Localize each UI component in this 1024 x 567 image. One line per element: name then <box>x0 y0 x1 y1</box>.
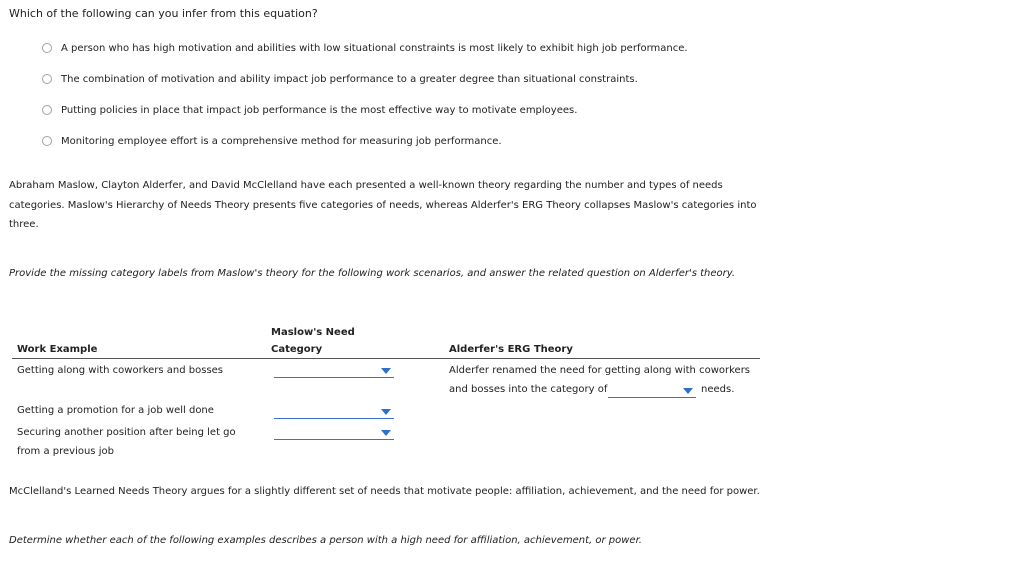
erg-text-line1: Alderfer renamed the need for getting along with coworkers <box>449 365 751 376</box>
instruction-text: Provide the missing category labels from Maslow's theory for the following work scenarios, and answer the related question on Alderfer's theory. <box>9 268 736 279</box>
intro-paragraph <box>9 176 769 235</box>
determine-text: Determine whether each of the following examples describes a person with a high need for affiliation, achievement, or power. <box>9 535 642 546</box>
work-example-2: Getting a promotion for a job well done <box>17 405 214 416</box>
intro-line: Abraham Maslow, Clayton Alderfer, and David McClelland have each presented a well-known theory regarding the number and types of needs <box>9 180 723 191</box>
radio-button[interactable] <box>42 74 52 84</box>
answer-option-4[interactable] <box>42 134 502 148</box>
header-maslow-line2: Category <box>271 344 323 355</box>
erg-text-line2a: and bosses into the category of <box>449 384 608 395</box>
mcclelland-text: McClelland's Learned Needs Theory argues for a slightly different set of needs that motivate people: affiliation, achievement, and the need for power. <box>9 486 760 497</box>
maslow-dropdown-2[interactable] <box>274 405 394 419</box>
maslow-dropdown-3[interactable] <box>274 426 394 440</box>
intro-line: three. <box>9 219 39 230</box>
intro-line: categories. Maslow's Hierarchy of Needs Theory presents five categories of needs, whereas Alderfer's ERG Theory collapses Maslow's categories into <box>9 199 757 211</box>
header-work-example: Work Example <box>17 344 98 355</box>
table-header-divider <box>12 358 760 359</box>
option-label: The combination of motivation and ability impact job performance to a greater degree than situational constraints. <box>61 73 638 85</box>
option-label: Monitoring employee effort is a comprehensive method for measuring job performance. <box>61 135 502 147</box>
work-example-3-line1: Securing another position after being let go <box>17 427 236 438</box>
answer-option-2[interactable] <box>42 72 638 86</box>
erg-text-line2b: needs. <box>701 384 735 395</box>
radio-button[interactable] <box>42 43 52 53</box>
maslow-dropdown-1[interactable] <box>274 364 394 378</box>
header-erg-theory: Alderfer's ERG Theory <box>449 344 573 355</box>
answer-option-1[interactable] <box>42 41 688 55</box>
radio-button[interactable] <box>42 105 52 115</box>
chevron-down-icon[interactable] <box>683 388 693 394</box>
option-label: A person who has high motivation and abilities with low situational constraints is most likely to exhibit high job performance. <box>61 42 688 54</box>
question-text: Which of the following can you infer from this equation? <box>9 7 318 20</box>
header-maslow-line1: Maslow's Need <box>271 327 355 338</box>
chevron-down-icon[interactable] <box>381 409 391 415</box>
chevron-down-icon[interactable] <box>381 430 391 436</box>
answer-option-3[interactable] <box>42 103 577 117</box>
option-label: Putting policies in place that impact job performance is the most effective way to motivate employees. <box>61 104 578 116</box>
erg-dropdown[interactable] <box>608 384 696 398</box>
work-example-1: Getting along with coworkers and bosses <box>17 365 224 376</box>
chevron-down-icon[interactable] <box>381 368 391 374</box>
radio-button[interactable] <box>42 136 52 146</box>
work-example-3-line2: from a previous job <box>17 446 114 457</box>
